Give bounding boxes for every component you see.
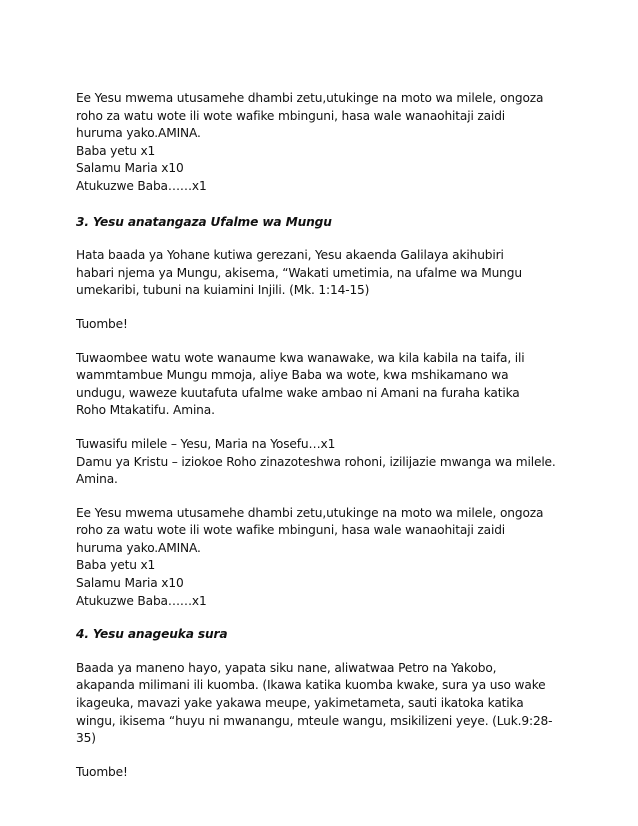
text-line: Atukuzwe Baba……x1 — [76, 178, 207, 193]
text-line: roho za watu wote ili wote wafike mbinguni, hasa wale wanaohitaji zaidi — [76, 523, 506, 538]
text-line: huruma yako.AMINA. — [76, 126, 201, 141]
text-line: akapanda milimani ili kuomba. (Ikawa katika kuomba kwake, sura ya uso wake — [76, 678, 546, 693]
text-line: Ee Yesu mwema utusamehe dhambi zetu,utukinge na moto wa milele, ongoza — [76, 91, 544, 105]
document-page — [76, 90, 576, 781]
praise-paragraph — [76, 436, 576, 489]
text-line: ikageuka, mavazi yake yakawa meupe, yakimetameta, sauti ikatoka katika — [76, 696, 524, 711]
prayer-paragraph — [76, 90, 576, 196]
text-line: Ee Yesu mwema utusamehe dhambi zetu,utukinge na moto wa milele, ongoza — [76, 505, 544, 520]
text-line: Baba yetu x1 — [76, 143, 156, 158]
text-line: Amina. — [76, 472, 118, 487]
text-line: Baba yetu x1 — [76, 558, 156, 573]
text-line: roho za watu wote ili wote wafike mbinguni, hasa wale wanaohitaji zaidi — [76, 108, 506, 123]
section-heading-3: 3. Yesu anatangaza Ufalme wa Mungu — [76, 214, 332, 229]
text-line: Baada ya maneno hayo, yapata siku nane, aliwatwaa Petro na Yakobo, — [76, 660, 497, 675]
text-line: Tuombe! — [76, 764, 128, 779]
text-line: umekaribi, tubuni na kuiamini Injili. (Mk. 1:14-15) — [76, 283, 370, 298]
text-line: Atukuzwe Baba……x1 — [76, 593, 207, 608]
text-line: huruma yako.AMINA. — [76, 540, 201, 555]
text-line: undugu, waweze kuutafuta ufalme wake ambao ni Amani na furaha katika — [76, 385, 520, 400]
scripture-paragraph — [76, 247, 576, 300]
section-heading-4: 4. Yesu anageuka sura — [76, 627, 228, 642]
text-line: wingu, ikisema “huyu ni mwanangu, mteule wangu, msikilizeni yeye. (Luk.9:28- — [76, 713, 553, 728]
text-line: habari njema ya Mungu, akisema, “Wakati umetimia, na ufalme wa Mungu — [76, 265, 522, 280]
text-line: wammtambue Mungu mmoja, aliye Baba wa wote, kwa mshikamano wa — [76, 368, 509, 383]
tuombe-paragraph — [76, 764, 576, 782]
scripture-paragraph — [76, 660, 576, 748]
text-line: Tuombe! — [76, 316, 128, 331]
prayer-paragraph — [76, 505, 576, 611]
text-line: Tuwaombee watu wote wanaume kwa wanawake, wa kila kabila na taifa, ili — [76, 350, 525, 365]
text-line: Salamu Maria x10 — [76, 576, 184, 591]
text-line: Hata baada ya Yohane kutiwa gerezani, Yesu akaenda Galilaya akihubiri — [76, 248, 504, 263]
text-line: 35) — [76, 731, 96, 746]
text-line: Roho Mtakatifu. Amina. — [76, 403, 215, 418]
text-line: Damu ya Kristu – iziokoe Roho zinazoteshwa rohoni, izilijazie mwanga wa milele. — [76, 454, 556, 469]
tuombe-paragraph — [76, 316, 576, 334]
text-line: Salamu Maria x10 — [76, 161, 184, 176]
intention-paragraph — [76, 350, 576, 420]
text-line: Tuwasifu milele – Yesu, Maria na Yosefu…x1 — [76, 436, 336, 451]
